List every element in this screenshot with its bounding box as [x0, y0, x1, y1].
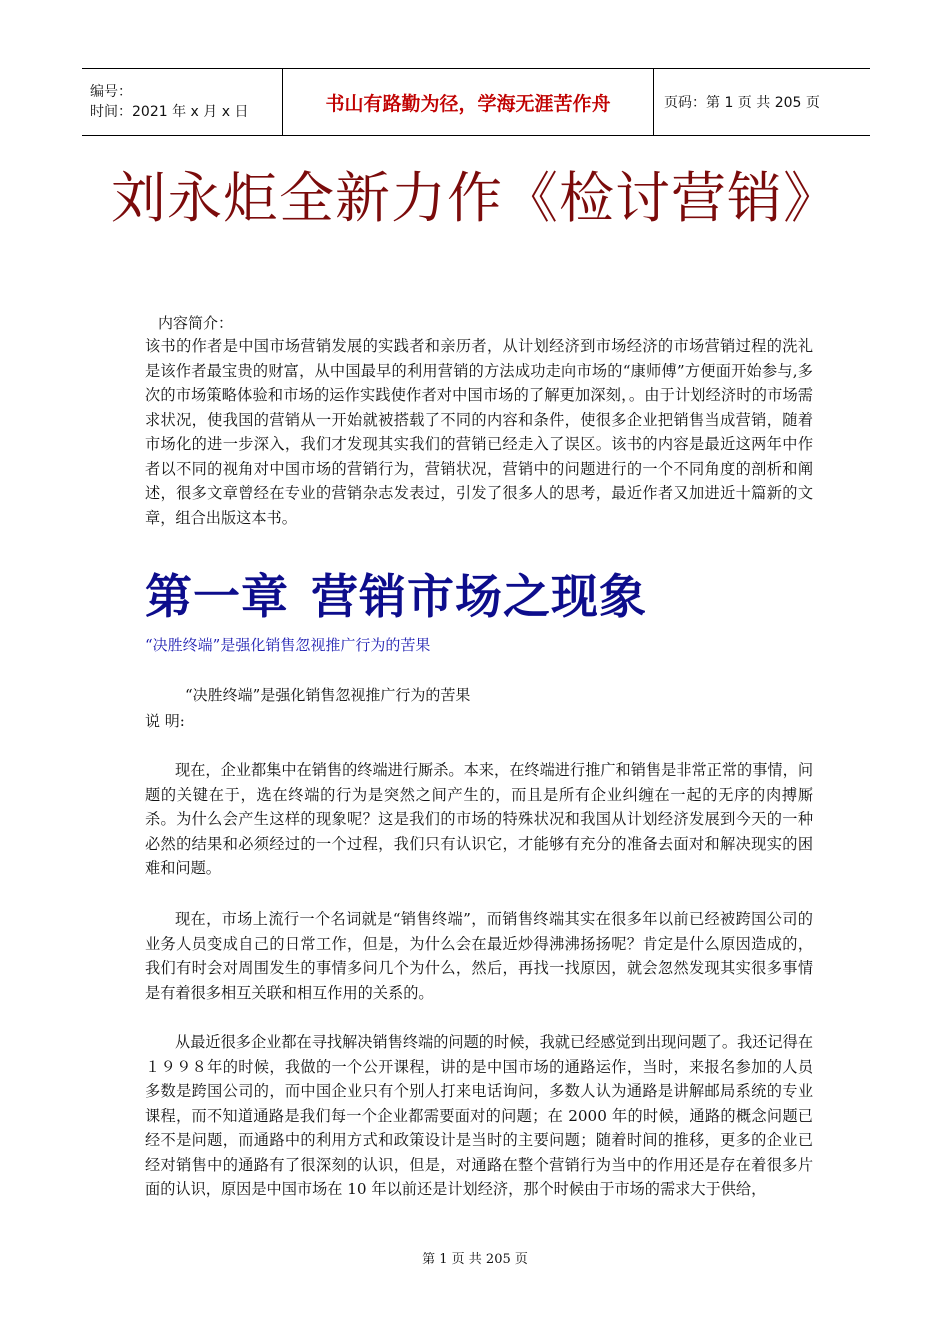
article-title-link[interactable]: “决胜终端”是强化销售忽视推广行为的苦果: [145, 636, 431, 654]
body-paragraph: 从最近很多企业都在寻找解决销售终端的问题的时候，我就已经感觉到出现问题了。我还记得在１９９８年的时候，我做的一个公开课程，讲的是中国市场的通路运作，当时，来报名参加的人员多数是跨国公司的，而中国企业只有个别人打来电话询问，多数人认为通路是讲解邮局系统的专业课程，而不知道通路是我们每一个企业都需要面对的问题；在 2000 年的时候，通路的概念问题已经不是问题，而通路中的利用方式和政策设计是当时的主要问题；随着时间的推移，更多的企业已经对销售中的通路有了很深刻的认识，但是，对通路在整个营销行为当中的作用还是存在着很多片面的认识，原因是中国市场在 10 年以前还是计划经济，那个时候由于市场的需求大于供给，: [145, 1033, 813, 1198]
code-label: 编号：: [90, 84, 132, 100]
body-paragraph: 现在，市场上流行一个名词就是“销售终端”，而销售终端其实在很多年以前已经被跨国公司的业务人员变成自己的日常工作，但是，为什么会在最近炒得沸沸扬扬呢？肯定是什么原因造成的，我们有时会对周围发生的事情多问几个为什么，然后，再找一找原因，就会忽然发现其实很多事情是有着很多相互关联和相互作用的关系的。: [145, 910, 813, 1002]
note-label: 说 明:: [145, 712, 185, 730]
book-title: 刘永炬全新力作《检讨营销》: [110, 166, 839, 230]
header-meta: [82, 69, 282, 135]
header-motto: 书山有路勤为径，学海无涯苦作舟: [325, 92, 611, 115]
article-subtitle: “决胜终端”是强化销售忽视推广行为的苦果: [185, 686, 471, 704]
header-motto-cell: [282, 69, 654, 135]
date-label: 时间：2021 年 x 月 x 日: [90, 104, 249, 120]
chapter-name: 营销市场之现象: [311, 570, 647, 625]
chapter-heading: [145, 568, 647, 628]
intro-label: 内容简介：: [158, 314, 234, 332]
body-paragraph: 现在，企业都集中在销售的终端进行厮杀。本来，在终端进行推广和销售是非常正常的事情，问题的关键在于，选在终端的行为是突然之间产生的，而且是所有企业纠缠在一起的无序的肉搏厮杀。为什么会产生这样的现象呢？这是我们的市场的特殊状况和我国从计划经济发展到今天的一种必然的结果和必须经过的一个过程，我们只有认识它，才能够有充分的准备去面对和解决现实的困难和问题。: [145, 761, 813, 877]
page-header: [82, 68, 870, 136]
chapter-number: 第一章: [145, 570, 289, 625]
page-footer: 第 1 页 共 205 页: [422, 1252, 528, 1267]
header-page-info: 页码：第 1 页 共 205 页: [664, 95, 820, 111]
intro-text: 该书的作者是中国市场营销发展的实践者和亲历者，从计划经济到市场经济的市场营销过程的洗礼是该作者最宝贵的财富，从中国最早的利用营销的方法成功走向市场的“康师傅”方便面开始参与,多次的市场策略体验和市场的运作实践使作者对中国市场的了解更加深刻，。由于计划经济时的市场需求状况，使我国的营销从一开始就被搭载了不同的内容和条件，使很多企业把销售当成营销，随着市场化的进一步深入，我们才发现其实我们的营销已经走入了误区。该书的内容是最近这两年中作者以不同的视角对中国市场的营销行为，营销状况，营销中的问题进行的一个不同角度的剖析和阐述，很多文章曾经在专业的营销杂志发表过，引发了很多人的思考，最近作者又加进近十篇新的文章，组合出版这本书。: [145, 337, 813, 527]
